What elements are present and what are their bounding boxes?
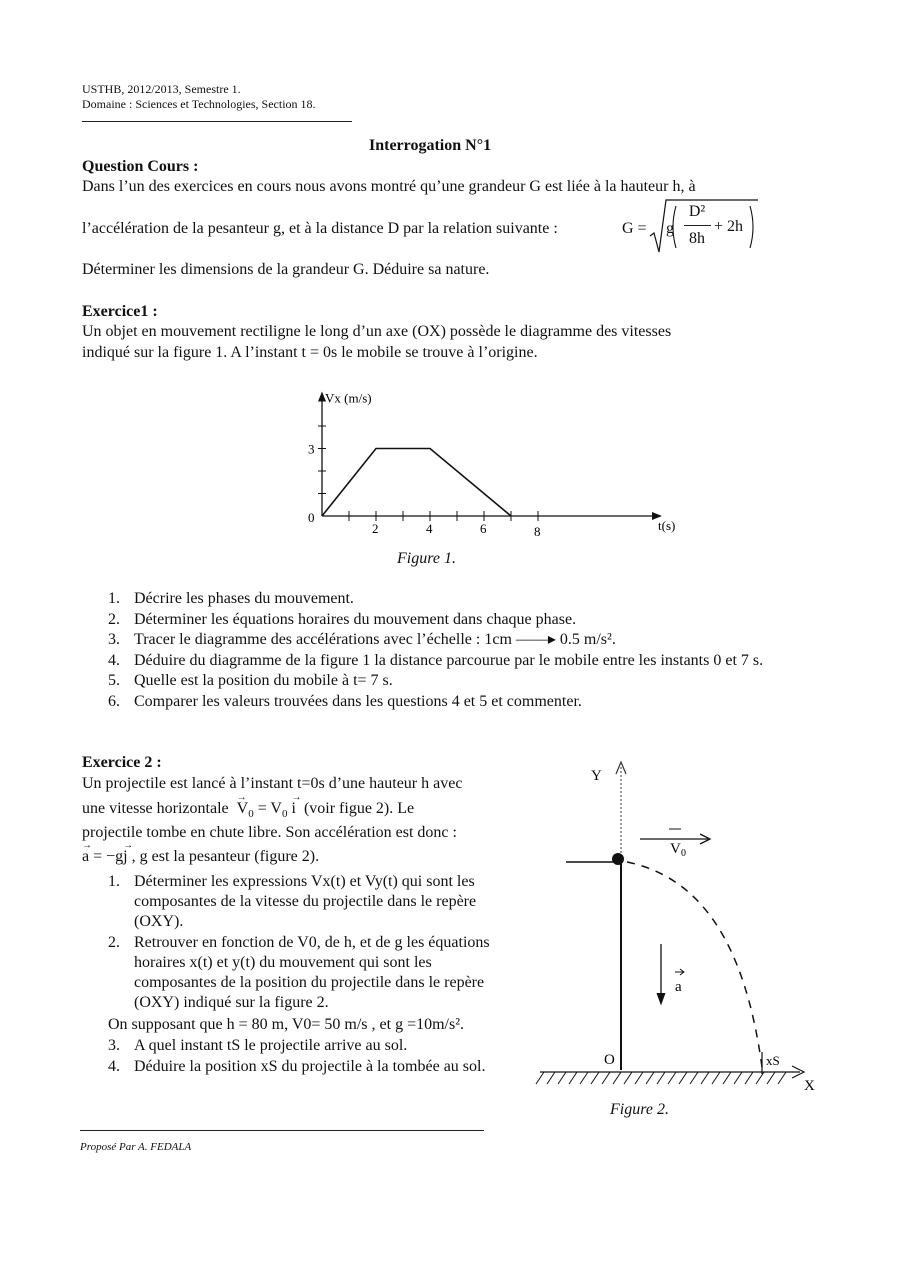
formula-g: g (666, 220, 674, 237)
hatch-line (745, 1072, 753, 1084)
hatch-line (646, 1072, 654, 1084)
line4-eq: = −g (93, 848, 124, 865)
x-axis-label: t(s) (658, 518, 676, 533)
formula-fraction-bar (684, 225, 711, 226)
header-rule (82, 121, 352, 122)
list-item (108, 589, 808, 610)
hatch-line (712, 1072, 720, 1084)
hatch-line (635, 1072, 643, 1084)
hatch-line (580, 1072, 588, 1084)
question-text: Déterminer les équations horaires du mouvement dans chaque phase. (134, 610, 577, 628)
q2-line-3: composantes de la position du projectile dans le repère (134, 974, 485, 991)
acceleration-vector-icon (675, 969, 684, 975)
q3-text: A quel instant tS le projectile arrive au sol. (134, 1037, 408, 1054)
y-axis-label: Vx (m/s) (325, 390, 372, 406)
question-cours-line-2: l’accélération de la pesanteur g, et à la distance D par la relation suivante : (82, 220, 558, 237)
hatch-line (756, 1072, 764, 1084)
hatch-line (591, 1072, 599, 1084)
q1-line-1: Déterminer les expressions Vx(t) et Vy(t) qui sont les (134, 873, 475, 890)
list-item (108, 630, 808, 651)
v0-subscript: 0 (248, 808, 254, 821)
formula-lhs: G = (622, 220, 647, 237)
line2-eq: = V (257, 800, 282, 817)
line4-text: , g est la pesanteur (figure 2). (131, 848, 320, 865)
hatch-line (679, 1072, 687, 1084)
question-text: Décrire les phases du mouvement. (134, 590, 354, 607)
figure2-caption: Figure 2. (610, 1101, 669, 1118)
acceleration-label: a (675, 979, 682, 995)
list-number: 3. (108, 1037, 120, 1054)
formula-denominator: 8h (689, 230, 705, 247)
q1-line-2: composantes de la vitesse du projectile dans le repère (134, 893, 477, 910)
hatch-line (723, 1072, 731, 1084)
list-item (108, 671, 808, 692)
v0-label-subscript: 0 (681, 848, 686, 859)
hatch-line (701, 1072, 709, 1084)
question-cours-heading: Question Cours : (82, 158, 199, 175)
origin-label: 0 (308, 510, 315, 525)
q1-line-3: (OXY). (134, 913, 184, 930)
xs-label: xS (766, 1053, 780, 1068)
list-number: 1. (108, 873, 120, 890)
gravity-arrowhead-icon (657, 993, 665, 1004)
hatch-line (767, 1072, 775, 1084)
hatch-line (668, 1072, 676, 1084)
list-number: 6. (108, 692, 120, 710)
hatch-line (778, 1072, 786, 1084)
projectile-diagram (530, 752, 830, 1097)
question-text: Déduire du diagramme de la figure 1 la distance parcourue par le mobile entre les instants 0 et 7 s. (134, 651, 764, 669)
chart-ticks (308, 426, 541, 539)
projectile-dot (612, 853, 624, 865)
exercice1-questions (108, 589, 808, 712)
a-vector: → a (82, 846, 89, 867)
hatch-line (690, 1072, 698, 1084)
exercice2-heading: Exercice 2 : (82, 754, 162, 771)
hatch-line (624, 1072, 632, 1084)
x-axis-label: X (804, 1078, 815, 1094)
q4-text: Déduire la position xS du projectile à la tombée au sol. (134, 1058, 486, 1075)
exercice1-line-2: indiqué sur la figure 1. A l’instant t = 0s le mobile se trouve à l’origine. (82, 344, 538, 361)
exercice1-line-1: Un objet en mouvement rectiligne le long d’un axe (OX) possède le diagramme des vitesses (82, 323, 672, 340)
list-number: 5. (108, 672, 120, 689)
hatch-line (734, 1072, 742, 1084)
list-item (108, 692, 808, 713)
origin-label: O (604, 1052, 615, 1068)
exercice2-supposing: On supposant que h = 80 m, V0= 50 m/s , et g =10m/s². (108, 1016, 465, 1033)
y-axis-label: Y (591, 768, 602, 784)
velocity-series-line (322, 449, 511, 517)
formula-numerator: D² (688, 203, 706, 220)
velocity-chart (300, 372, 676, 542)
hatch-line (536, 1072, 544, 1084)
v0-label: V (670, 841, 681, 857)
hatch-line (657, 1072, 665, 1084)
header-line-2: Domaine : Sciences et Technologies, Section 18. (82, 97, 316, 111)
hatch-line (613, 1072, 621, 1084)
list-item (108, 651, 808, 672)
x-tick-label: 6 (480, 521, 487, 536)
exercice2-line-1: Un projectile est lancé à l’instant t=0s d’une hauteur h avec (82, 775, 463, 792)
x-tick-label: 8 (534, 524, 541, 539)
list-number: 4. (108, 651, 120, 669)
page-title: Interrogation N°1 (369, 137, 492, 154)
list-number: 2. (108, 610, 120, 628)
exercice2-line-3: projectile tombe en chute libre. Son accélération est donc : (82, 824, 457, 841)
question-text: Tracer le diagramme des accélérations avec l’échelle : 1cm ——▸ 0.5 m/s². (134, 631, 616, 648)
exercice2-line-4 (82, 846, 319, 867)
question-cours-line-1: Dans l’un des exercices en cours nous avons montré qu’une grandeur G est liée à la hauteur h, à (82, 178, 696, 195)
i-vector: → i (291, 798, 295, 819)
figure1-caption: Figure 1. (397, 550, 456, 567)
header-line-1: USTHB, 2012/2013, Semestre 1. (82, 82, 241, 96)
list-number: 2. (108, 934, 120, 951)
exercice2-question-4 (108, 1056, 485, 1077)
j-vector: → j (123, 846, 127, 867)
x-tick-label: 2 (372, 521, 379, 536)
q2-line-2: horaires x(t) et y(t) du mouvement qui sont les (134, 954, 432, 971)
formula-plus-2h: + 2h (714, 218, 744, 235)
exercice1-heading: Exercice1 : (82, 303, 158, 320)
x-tick-label: 4 (426, 521, 433, 536)
exercice2-question-3 (108, 1035, 407, 1056)
hatch-line (569, 1072, 577, 1084)
list-item (108, 610, 808, 631)
hatch-line (558, 1072, 566, 1084)
list-number: 4. (108, 1058, 120, 1075)
q2-line-4: (OXY) indiqué sur la figure 2. (134, 994, 329, 1011)
list-number: 3. (108, 631, 120, 648)
q2-line-1: Retrouver en fonction de V0, de h, et de g les équations (134, 934, 490, 951)
line2-text-b: (voir figue 2). Le (303, 800, 415, 817)
v0-subscript-2: 0 (281, 808, 288, 821)
question-cours-line-3: Déterminer les dimensions de la grandeur G. Déduire sa nature. (82, 261, 490, 278)
trajectory-curve (627, 862, 762, 1067)
v0-vector: → V (237, 798, 249, 819)
y-tick-label: 3 (308, 441, 315, 457)
question-text: Quelle est la position du mobile à t= 7 s. (134, 672, 393, 689)
line2-text-a: une vitesse horizontale (82, 800, 229, 817)
ground-hatch (536, 1072, 786, 1084)
list-number: 1. (108, 590, 120, 607)
hatch-line (547, 1072, 555, 1084)
footer-rule (80, 1130, 484, 1131)
hatch-line (602, 1072, 610, 1084)
question-text: Comparer les valeurs trouvées dans les questions 4 et 5 et commenter. (134, 692, 582, 710)
footer-author: Proposé Par A. FEDALA (80, 1141, 192, 1153)
